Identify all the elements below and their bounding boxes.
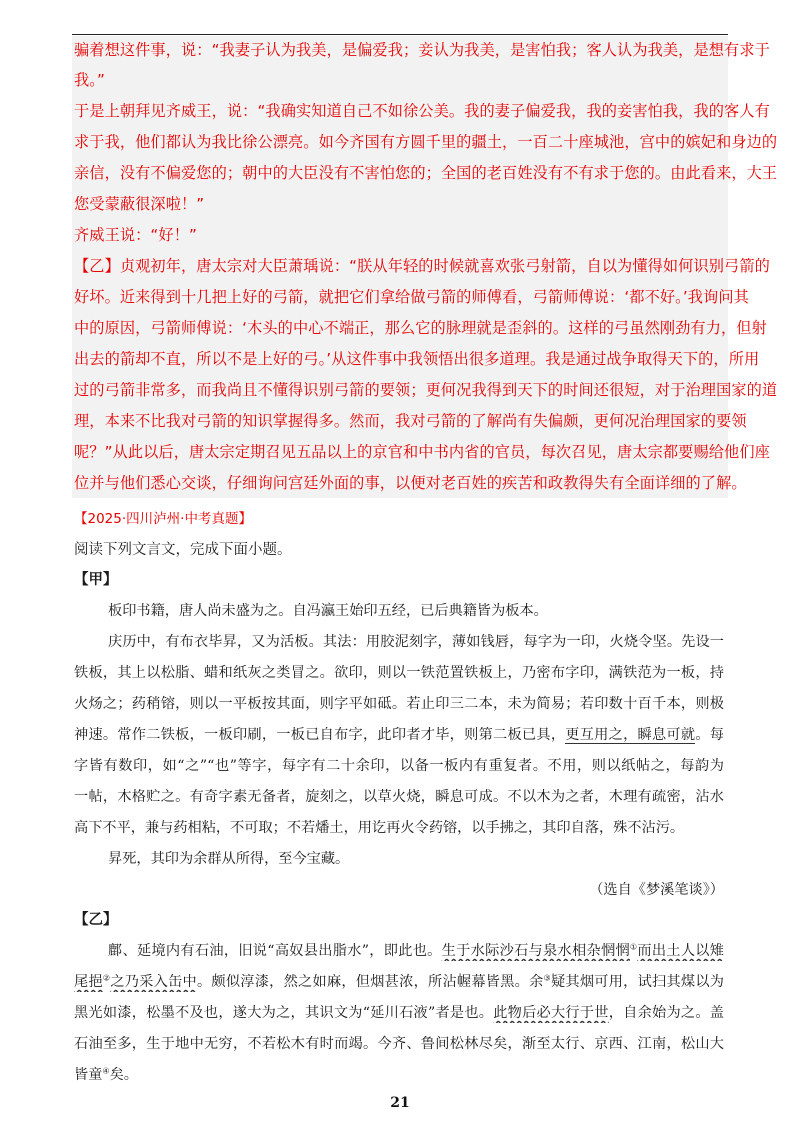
jia-line: 铁板，其上以松脂、蜡和纸灰之类冒之。欲印，则以一铁范置铁板上，乃密布字印，满铁范为一板，持: [74, 665, 724, 681]
jia-line: 火炀之；药稍镕，则以一平板按其面，则字平如砥。若止印三二本，未为简易；若印数十百千本，则极: [74, 696, 724, 712]
footnote-marker: ②: [102, 973, 111, 983]
footnote-marker: ④: [102, 1066, 110, 1076]
wavy-underlined-sentence: 而出土人以雉: [637, 943, 724, 959]
page-number: 21: [390, 1095, 410, 1111]
question-prompt: 阅读下列文言文，完成下面小题。: [74, 542, 292, 558]
translation-line: 过的弓箭非常多，而我尚且不懂得识别弓箭的要领；更何况我得到天下的时间还很短，对于治理国家的道: [74, 381, 778, 399]
jia-line: 高下不平，兼与药相粘，不可取；不若燔土，用讫再火令药镕，以手拂之，其印自落，殊不沾污。: [74, 820, 685, 836]
translation-line: 我。”: [74, 71, 105, 89]
yi-line-text: 疑其烟可用，试扫其煤以为: [550, 974, 724, 990]
yi-line-text: 。颇似淳漆，然之如麻，但烟甚浓，所沾幄幕皆黑。余: [196, 974, 544, 990]
translation-line: 您受蒙蔽很深啦！”: [74, 195, 205, 213]
yi-line-text: 黑光如漆，松墨不及也，遂大为之，其识文为“延川石液”者是也。: [74, 1005, 494, 1021]
section-label-jia: 【甲】: [74, 572, 118, 588]
citation: （选自《梦溪笔谈》）: [589, 882, 724, 898]
translation-line: 【乙】贞观初年，唐太宗对大臣萧瑀说：“朕从年轻的时候就喜欢张弓射箭，自以为懂得如何识别弓箭的: [74, 257, 770, 275]
wavy-underlined-sentence: 生于水际沙石与泉水相杂惘惘: [441, 943, 630, 959]
jia-line-text: 神速。常作二铁板，一板印刷，一板已自布字，此印者才毕，则第二板已具，: [74, 727, 566, 743]
wavy-underlined-sentence: 之乃采入缶中: [110, 974, 197, 990]
underlined-sentence: 更互用之，瞬息可就: [565, 727, 696, 743]
translation-line: 呢？”从此以后，唐太宗定期召见五品以上的京官和中书内省的官员，每次召见，唐太宗都要赐给他们座: [74, 443, 770, 461]
yi-line-text: 矣。: [109, 1067, 138, 1083]
jia-line: 庆历中，有布衣毕昇，又为活板。其法：用胶泥刻字，薄如钱唇，每字为一印，火烧令坚。先设一: [108, 634, 724, 650]
translation-line: 齐威王说：“好！”: [74, 226, 197, 244]
footnote-marker: ③: [543, 973, 551, 983]
translation-line: 骗着想这件事，说：“我妻子认为我美，是偏爱我；妾认为我美，是害怕我；客人认为我美，是想有求于: [74, 41, 770, 59]
translation-line: 亲信，没有不偏爱您的；朝中的大臣没有不害怕您的；全国的老百姓没有不有求于您的。由此看来，大王: [74, 164, 778, 182]
translation-line: 出去的箭却不直，所以不是上好的弓。’从这件事中我领悟出很多道理。我是通过战争取得天下的，所用: [74, 350, 760, 368]
translation-line: 于是上朝拜见齐威王，说：“我确实知道自己不如徐公美。我的妻子偏爱我，我的妾害怕我，我的客人有: [74, 102, 770, 120]
wavy-underlined-sentence: 尾挹: [74, 974, 103, 990]
yi-line: 石油至多，生于地中无穷，不若松木有时而竭。今齐、鲁间松林尽矣，渐至太行、京西、江南，松山大: [74, 1036, 724, 1052]
jia-line: [74, 725, 724, 745]
yi-line-text: ，自余始为之。盖: [608, 1005, 724, 1021]
jia-line-text: 。每: [695, 727, 724, 743]
wavy-underlined-sentence: 此物后必大行于世: [493, 1005, 609, 1021]
yi-line: [108, 941, 724, 961]
yi-line: [74, 1065, 724, 1085]
translation-line: 理，本来不比我对弓箭的知识掌握得多。然而，我对弓箭的了解尚有失偏颇，更何况治理国家的要领: [74, 412, 747, 430]
translation-line: 求于我，他们都认为我比徐公漂亮。如今齐国有方圆千里的疆土，一百二十座城池，宫中的嫔妃和身边的: [74, 133, 778, 151]
exam-source-tag: 【2025·四川泸州·中考真题】: [74, 511, 252, 527]
jia-line: 字皆有数印，如“之”“也”等字，每字有二十余印，以备一板内有重复者。不用，则以纸帖之，每韵为: [74, 758, 724, 774]
jia-paragraph: 板印书籍，唐人尚未盛为之。自冯瀛王始印五经，已后典籍皆为板本。: [108, 603, 548, 619]
translation-line: 中的原因，弓箭师傅说：‘木头的中心不端正，那么它的脉理就是歪斜的。这样的弓虽然刚劲有力，但射: [74, 319, 767, 337]
jia-line: 一帖，木格贮之。有奇字素无备者，旋刻之，以草火烧，瞬息可成。不以木为之者，木理有疏密，沾水: [74, 789, 724, 805]
yi-line: [74, 972, 724, 992]
translation-line: 好坏。近来得到十几把上好的弓箭，就把它们拿给做弓箭的师傅看，弓箭师傅说：‘都不好。’我询问其: [74, 288, 749, 306]
footnote-marker: ①: [629, 942, 638, 952]
yi-line-text: 皆童: [74, 1067, 103, 1083]
section-label-yi: 【乙】: [74, 912, 118, 928]
top-rule: [72, 34, 728, 35]
yi-line: [74, 1003, 724, 1023]
yi-line-text: 鄜、延境内有石油，旧说“高奴县出脂水”，即此也。: [108, 943, 442, 959]
translation-line: 位并与他们悉心交谈，仔细询问宫廷外面的事，以便对老百姓的疾苦和政教得失有全面详细的了解。: [74, 474, 747, 492]
jia-paragraph: 昇死，其印为余群从所得，至今宝藏。: [108, 851, 350, 867]
